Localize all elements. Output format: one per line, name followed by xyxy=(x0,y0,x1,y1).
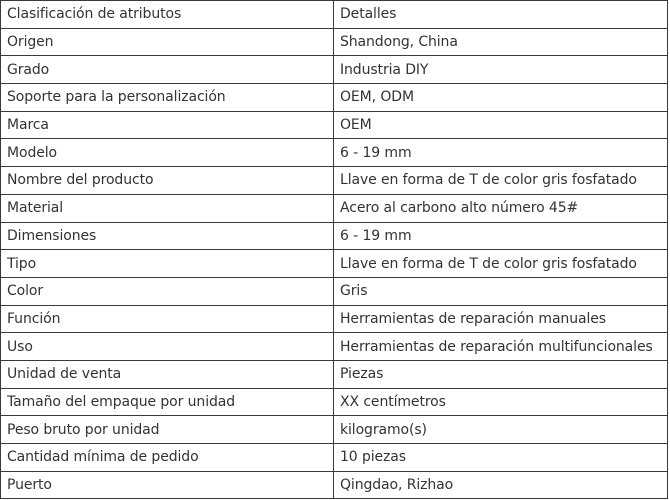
table-row xyxy=(1,388,668,416)
attribute-cell: Marca xyxy=(1,111,334,139)
attribute-cell: Grado xyxy=(1,56,334,84)
attribute-cell: Color xyxy=(1,277,334,305)
table-row xyxy=(1,194,668,222)
table-row xyxy=(1,139,668,167)
table-row xyxy=(1,167,668,195)
attribute-cell: Tamaño del empaque por unidad xyxy=(1,388,334,416)
table-row xyxy=(1,111,668,139)
attribute-cell: Modelo xyxy=(1,139,334,167)
value-cell: Piezas xyxy=(334,360,668,388)
table-row xyxy=(1,416,668,444)
table-row xyxy=(1,28,668,56)
value-cell: Qingdao, Rizhao xyxy=(334,471,668,499)
attribute-cell: Peso bruto por unidad xyxy=(1,416,334,444)
value-cell: Llave en forma de T de color gris fosfatado xyxy=(334,167,668,195)
attribute-cell: Unidad de venta xyxy=(1,360,334,388)
value-cell: Shandong, China xyxy=(334,28,668,56)
value-cell: Herramientas de reparación multifuncionales xyxy=(334,333,668,361)
value-cell: Gris xyxy=(334,277,668,305)
attribute-cell: Función xyxy=(1,305,334,333)
value-cell: Industria DIY xyxy=(334,56,668,84)
value-cell: kilogramo(s) xyxy=(334,416,668,444)
table-row xyxy=(1,333,668,361)
attribute-cell: Uso xyxy=(1,333,334,361)
value-cell: OEM, ODM xyxy=(334,84,668,112)
table-row xyxy=(1,471,668,499)
attribute-cell: Cantidad mínima de pedido xyxy=(1,444,334,472)
attribute-cell: Material xyxy=(1,194,334,222)
table-row xyxy=(1,277,668,305)
attribute-cell: Soporte para la personalización xyxy=(1,84,334,112)
header-details-cell: Detalles xyxy=(334,1,668,29)
table-row xyxy=(1,250,668,278)
table-row xyxy=(1,84,668,112)
value-cell: Herramientas de reparación manuales xyxy=(334,305,668,333)
value-cell: 6 - 19 mm xyxy=(334,222,668,250)
attribute-cell: Tipo xyxy=(1,250,334,278)
header-attribute-cell: Clasificación de atributos xyxy=(1,1,334,29)
attribute-cell: Puerto xyxy=(1,471,334,499)
table-row xyxy=(1,305,668,333)
table-row xyxy=(1,222,668,250)
value-cell: OEM xyxy=(334,111,668,139)
value-cell: 10 piezas xyxy=(334,444,668,472)
table-row xyxy=(1,360,668,388)
value-cell: Llave en forma de T de color gris fosfatado xyxy=(334,250,668,278)
attribute-cell: Nombre del producto xyxy=(1,167,334,195)
value-cell: XX centímetros xyxy=(334,388,668,416)
table-row xyxy=(1,56,668,84)
attribute-cell: Origen xyxy=(1,28,334,56)
attribute-cell: Dimensiones xyxy=(1,222,334,250)
table-row xyxy=(1,444,668,472)
value-cell: 6 - 19 mm xyxy=(334,139,668,167)
value-cell: Acero al carbono alto número 45# xyxy=(334,194,668,222)
table-header-row xyxy=(1,1,668,29)
